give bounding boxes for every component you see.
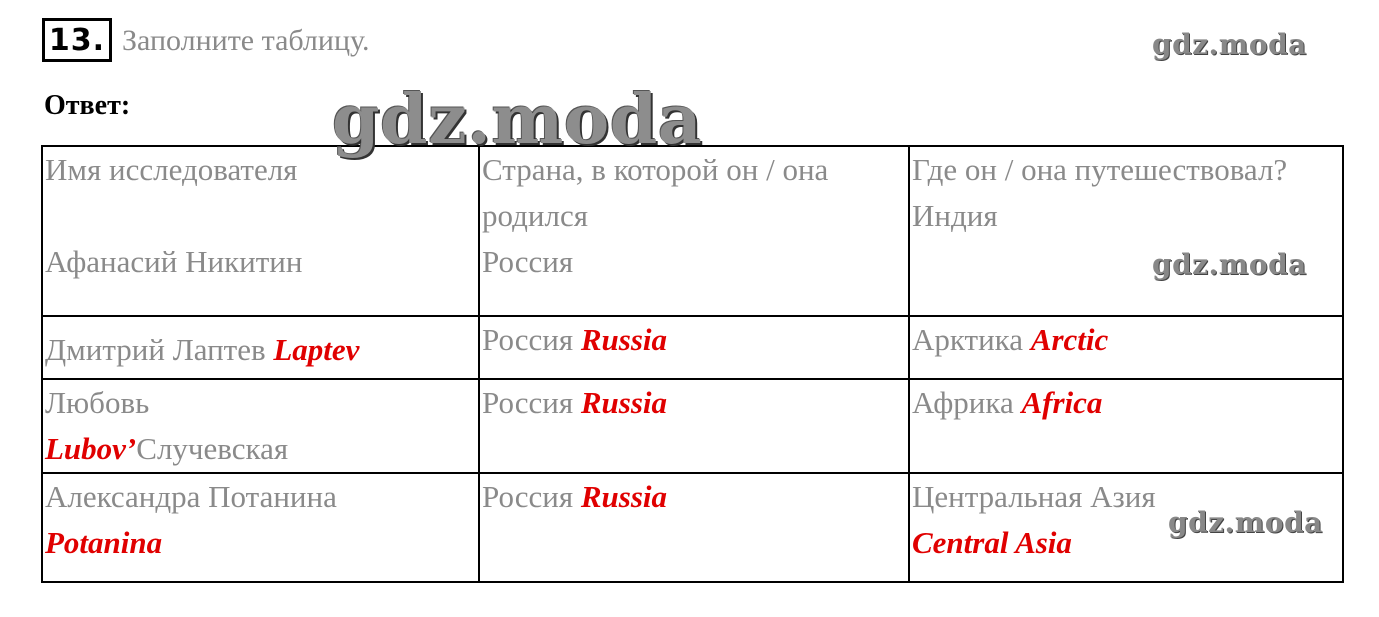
cell-name-ru: Любовь [45,385,150,420]
table-cell [42,473,479,582]
cell-name: Афанасий Никитин [45,244,303,279]
cell-spacer [43,193,478,239]
table-cell [479,316,909,379]
cell-country-en: Russia [580,322,668,357]
cell-place-en: Central Asia [912,525,1072,560]
table-row [42,473,1343,582]
watermark-large: gdz.moda [332,80,703,160]
table-cell [42,316,479,379]
answer-label: Ответ: [44,90,131,121]
cell-country: Россия [482,244,574,279]
watermark: gdz.moda [1152,28,1307,61]
cell-name-ru-tail: Случевская [136,431,289,466]
table-row [42,316,1343,379]
watermark: gdz.moda [1152,248,1307,281]
cell-name-en: Laptev [273,332,360,367]
table-cell [909,379,1343,473]
cell-country-ru: Россия [482,322,581,357]
cell-country-en: Russia [580,479,668,514]
table-row [42,379,1343,473]
cell-place-ru: Центральная Азия [912,479,1156,514]
table-cell [42,379,479,473]
table-cell [479,473,909,582]
table-cell [909,146,1343,316]
cell-place: Индия [912,198,998,233]
table-row [42,146,1343,316]
task-instruction: Заполните таблицу. [122,24,370,57]
cell-country-ru: Россия [482,479,581,514]
table-cell [909,473,1343,582]
cell-place-ru: Арктика [912,322,1031,357]
cell-country-en: Russia [580,385,668,420]
cell-name-ru: Дмитрий Лаптев [45,332,274,367]
cell-country-ru: Россия [482,385,581,420]
header-explorer-name: Имя исследователя [45,152,298,187]
table-cell [42,146,479,316]
table-cell [479,379,909,473]
cell-name-en: Potanina [45,525,163,560]
cell-place-en: Arctic [1030,322,1109,357]
cell-name-ru: Александра Потанина [45,479,337,514]
cell-place-en: Africa [1021,385,1103,420]
explorers-table [41,145,1344,583]
watermark: gdz.moda [1168,506,1323,539]
cell-name-en: Lubov’ [45,431,137,466]
header-country: Страна, в которой он / она родился [482,152,829,233]
table-cell [479,146,909,316]
cell-place-ru: Африка [912,385,1022,420]
header-travel-place: Где он / она путешествовал? [912,152,1288,187]
task-number-box: 13. [42,18,112,62]
table-cell [909,316,1343,379]
